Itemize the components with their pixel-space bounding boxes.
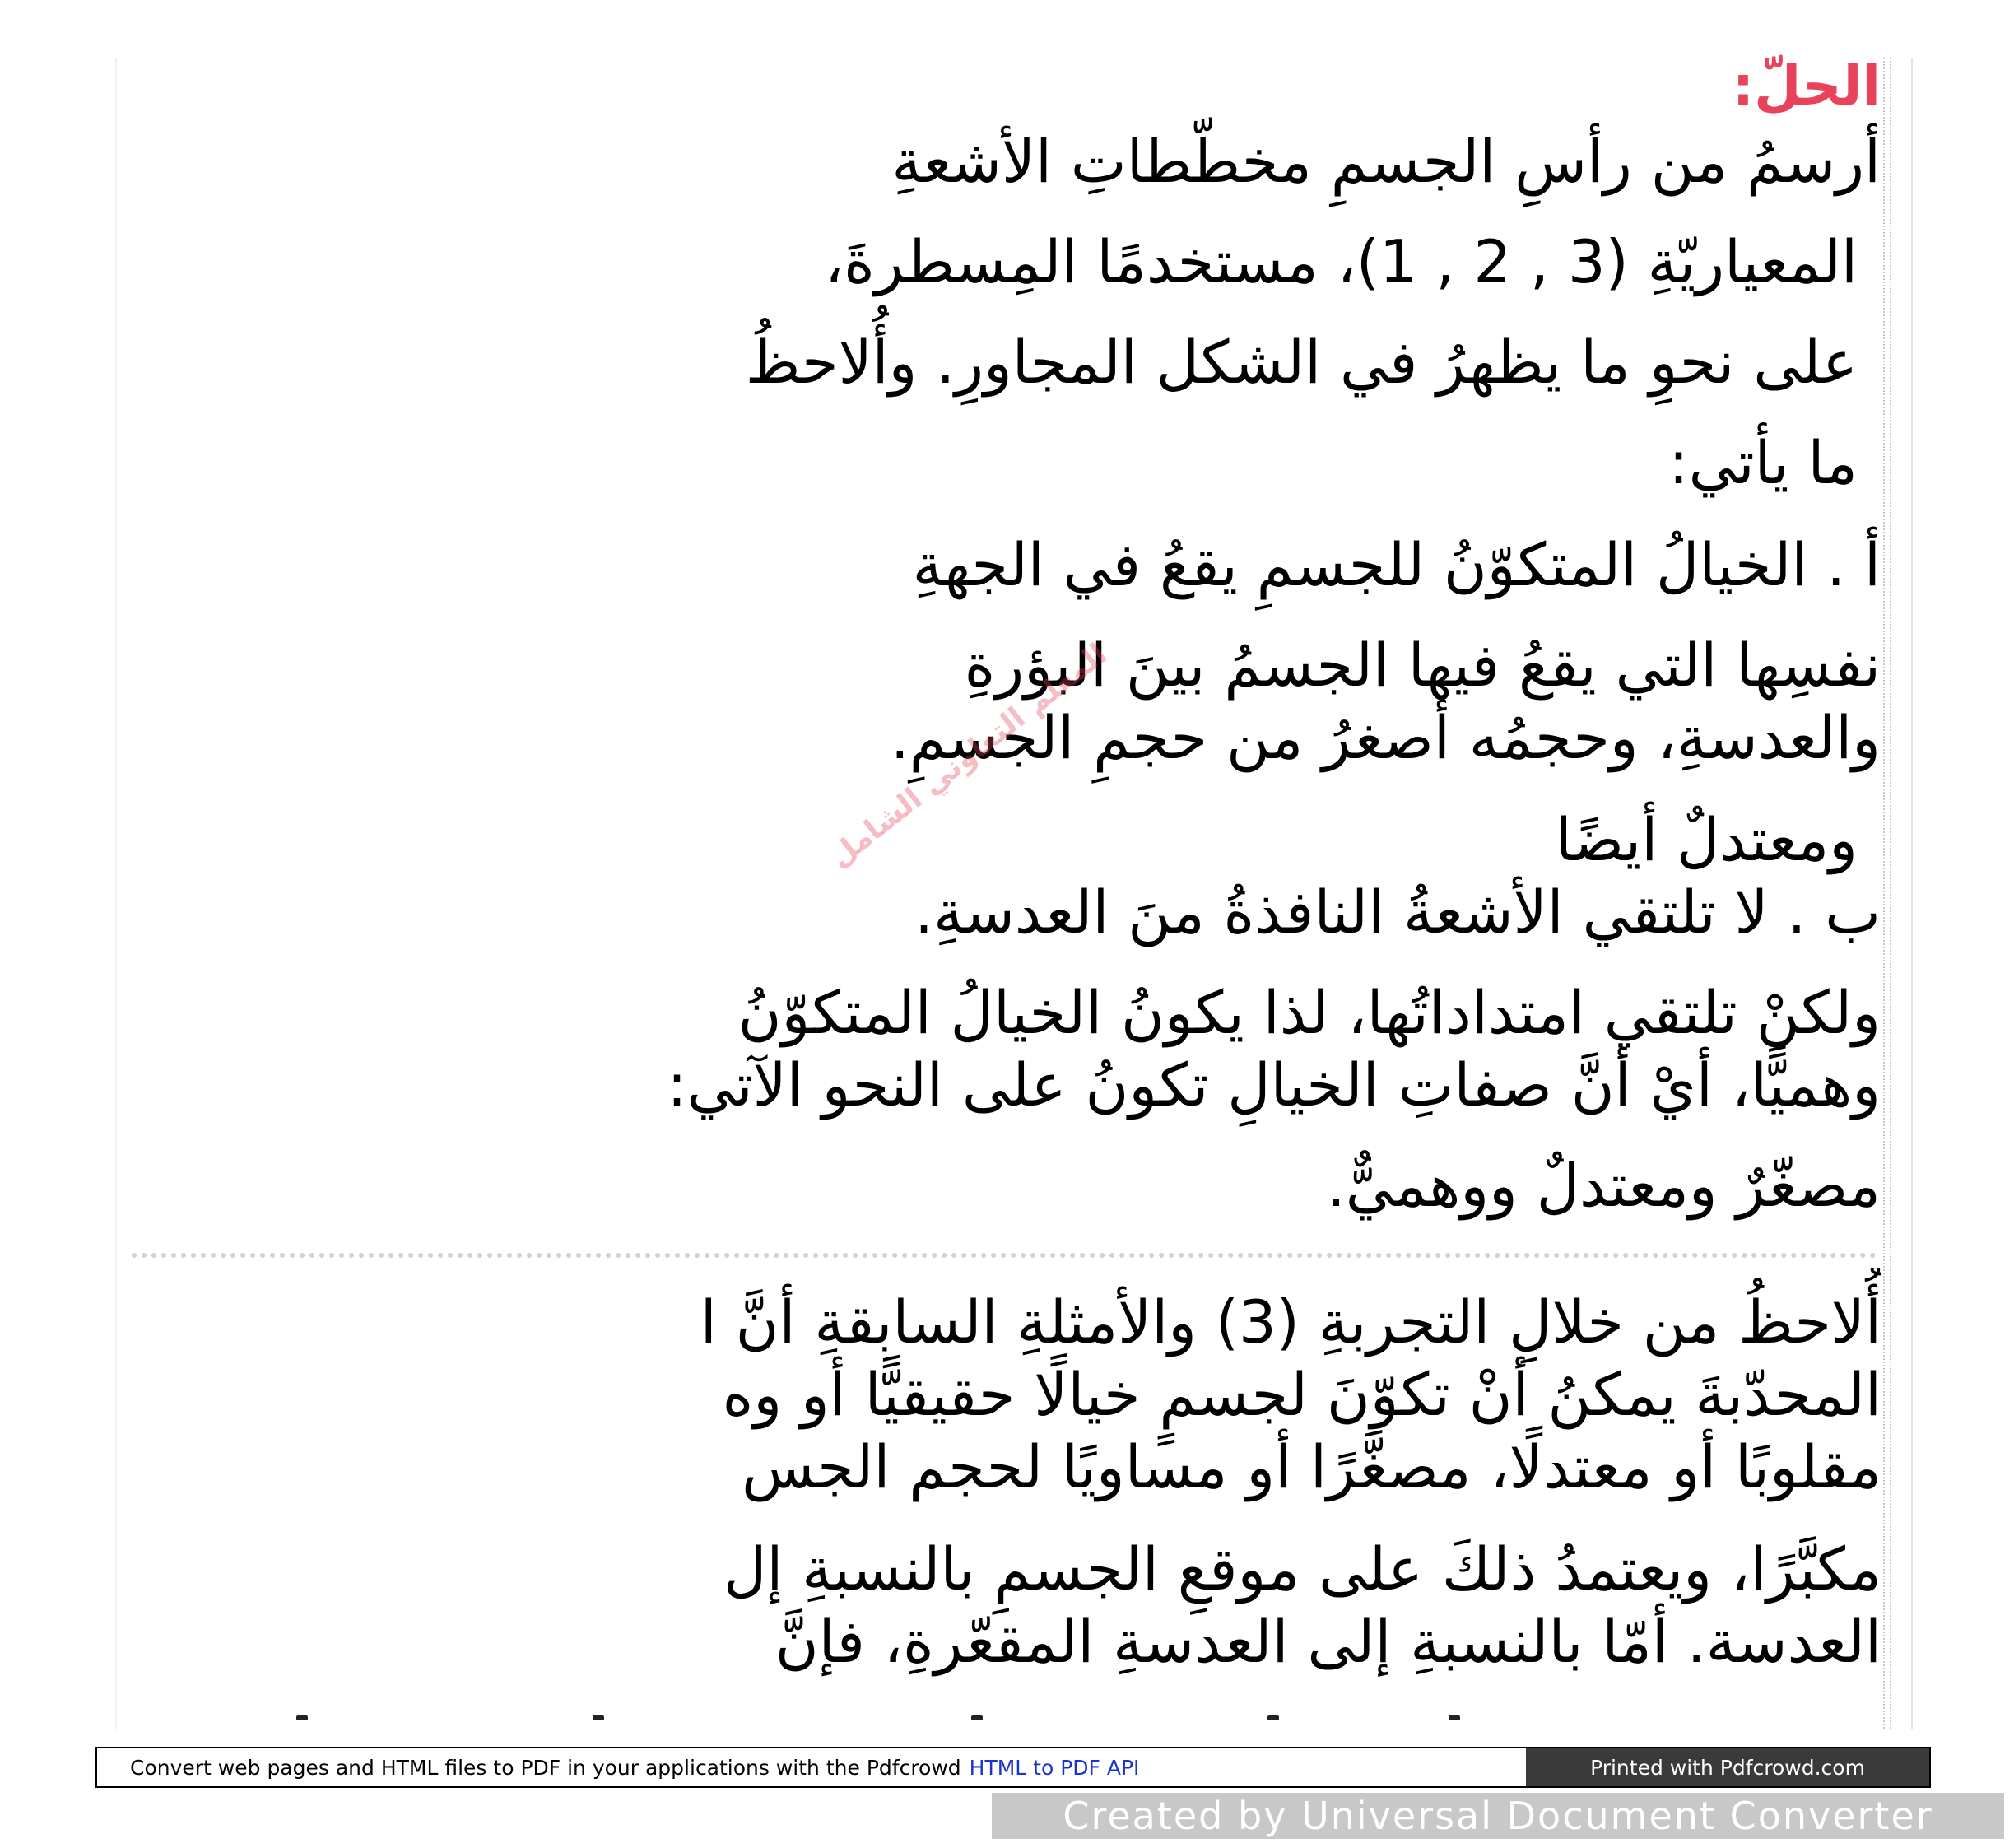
solution-line-12: مصغّرٌ ومعتدلٌ ووهميٌّ. [1326,1151,1881,1220]
printed-with-pdfcrowd: Printed with Pdfcrowd.com [1526,1748,1929,1786]
solution-line-6: نفسِها التي يقعُ فيها الجسمُ بينَ البؤرةِ [964,631,1881,700]
solution-line-4: ما يأتي: [1668,428,1858,497]
pdfcrowd-banner-text-area [97,1748,1526,1786]
solution-line-3: على نحوِ ما يظهرُ في الشكل المجاورِ. وأُلاحظُ [745,328,1858,397]
cut-off-text-row [247,1711,1564,1725]
solution-line-8: ومعتدلٌ أيضًا [1555,805,1858,874]
pdfcrowd-banner [95,1747,1931,1788]
page-edge-rule [1883,58,1891,1729]
paragraph-line-5: العدسة. أمّا بالنسبةِ إلى العدسةِ المقعّرةِ، فإنَّ [774,1607,1881,1676]
solution-line-5: أ . الخيالُ المتكوّنُ للجسمِ يقعُ في الجهةِ [912,530,1881,599]
paragraph-line-2: المحدّبةَ يمكنُ أنْ تكوّنَ لجسمٍ خيالًا حقيقيًّا أو وه [722,1360,1881,1429]
solution-line-2: المعياريّةِ (3 , 2 , 1)، مستخدمًا المِسطرةَ، [824,227,1858,296]
html-to-pdf-api-link[interactable]: HTML to PDF API [969,1755,1140,1780]
paragraph-line-3: مقلوبًا أو معتدلًا، مصغَّرًا أو مساويًا لحجم الجس [742,1432,1881,1501]
paragraph-line-4: مكبَّرًا، ويعتمدُ ذلكَ على موقعِ الجسمِ بالنسبةِ إل [723,1534,1881,1604]
paragraph-line-1: أُلاحظُ من خلالِ التجربةِ (3) والأمثلةِ السابقةِ أنَّ ا [700,1287,1881,1357]
solution-heading: الحلّ: [1732,54,1881,118]
watermark-stamp: المعلم التعاوني الشامل [823,637,1114,875]
solution-line-11: وهميًّا، أيْ أنَّ صفاتِ الخيالِ تكونُ على النحو الآتي: [667,1050,1881,1120]
universal-document-converter-banner: Created by Universal Document Converter [992,1793,2004,1839]
solution-line-7: والعدسةِ، وحجمُه أصغرُ من حجمِ الجسمِ. [890,703,1881,772]
pdfcrowd-banner-text: Convert web pages and HTML files to PDF in your applications with the Pdfcrowd [130,1755,961,1780]
section-divider [132,1253,1877,1258]
paragraph-section [133,1268,1881,1679]
solution-line-10: ولكنْ تلتقي امتداداتُها، لذا يكونُ الخيالُ المتكوّنُ [737,978,1881,1047]
solution-line-1: أرسمُ من رأسِ الجسمِ مخطّطاتِ الأشعةِ [891,127,1881,196]
solution-line-9: ب . لا تلتقي الأشعةُ النافذةُ منَ العدسةِ. [914,877,1881,947]
